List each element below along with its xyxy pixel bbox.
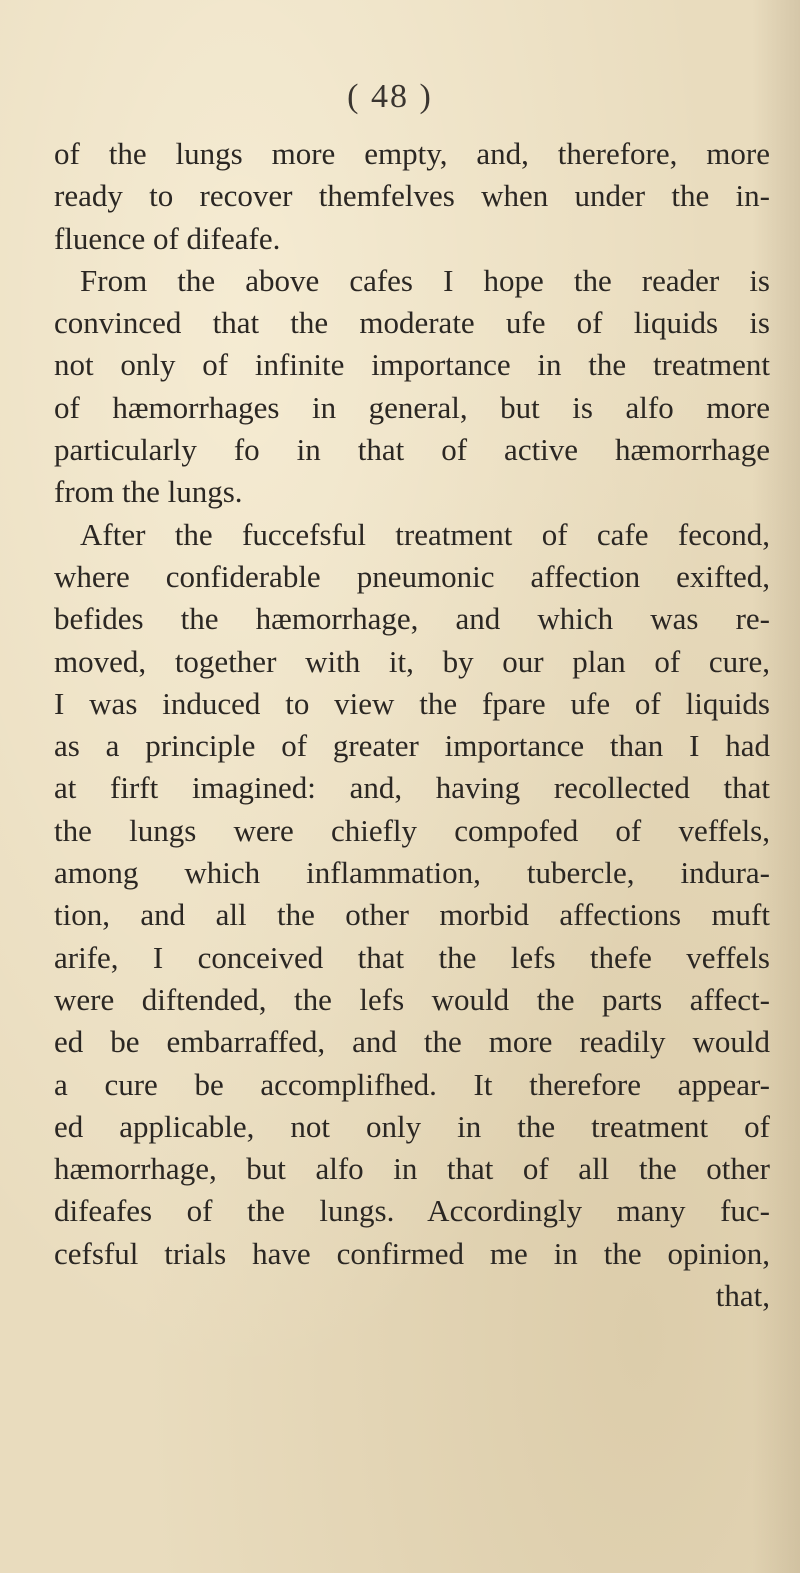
text-line: particularly fo in that of active hæmorrhage [54, 432, 770, 468]
body-text [54, 133, 770, 1317]
text-line: difeafes of the lungs. Accordingly many fuc- [54, 1193, 770, 1229]
text-line: I was induced to view the fpare ufe of liquids [54, 685, 770, 721]
text-line: convinced that the moderate ufe of liquids is [54, 305, 770, 341]
text-line: of the lungs more empty, and, therefore, more [54, 136, 770, 171]
text-line: arife, I conceived that the lefs thefe veffels [54, 939, 770, 975]
text-line: as a principle of greater importance than I had [54, 728, 770, 764]
text-line: the lungs were chiefly compofed of veffels, [54, 812, 770, 848]
text-line: among which inflammation, tubercle, indura- [54, 855, 770, 891]
text-line: hæmorrhage, but alfo in that of all the other [54, 1151, 770, 1187]
page-number-header: ( 48 ) [347, 78, 433, 115]
text-line: After the fuccefsful treatment of cafe fecond, [80, 516, 770, 552]
catchword: that, [715, 1278, 770, 1314]
text-line: ed be embarraffed, and the more readily would [54, 1024, 770, 1060]
text-line: a cure be accomplifhed. It therefore appear- [54, 1066, 770, 1102]
text-line: at firft imagined: and, having recollected that [54, 770, 770, 806]
text-line: not only of infinite importance in the treatment [54, 347, 770, 383]
text-line: tion, and all the other morbid affections muft [54, 897, 770, 933]
text-line: fluence of difeafe. [54, 220, 281, 256]
text-line: from the lungs. [54, 474, 243, 510]
text-line: From the above cafes I hope the reader is [80, 262, 770, 298]
text-line: ready to recover themfelves when under the in- [54, 178, 770, 214]
text-line: of hæmorrhages in general, but is alfo more [54, 389, 770, 425]
text-line: ed applicable, not only in the treatment of [54, 1108, 770, 1144]
text-line: were diftended, the lefs would the parts affect- [54, 981, 770, 1017]
text-line: moved, together with it, by our plan of cure, [54, 643, 770, 679]
text-line: cefsful trials have confirmed me in the opinion, [54, 1235, 770, 1271]
text-line: where confiderable pneumonic affection exifted, [54, 558, 770, 594]
text-line: befides the hæmorrhage, and which was re- [54, 601, 770, 637]
